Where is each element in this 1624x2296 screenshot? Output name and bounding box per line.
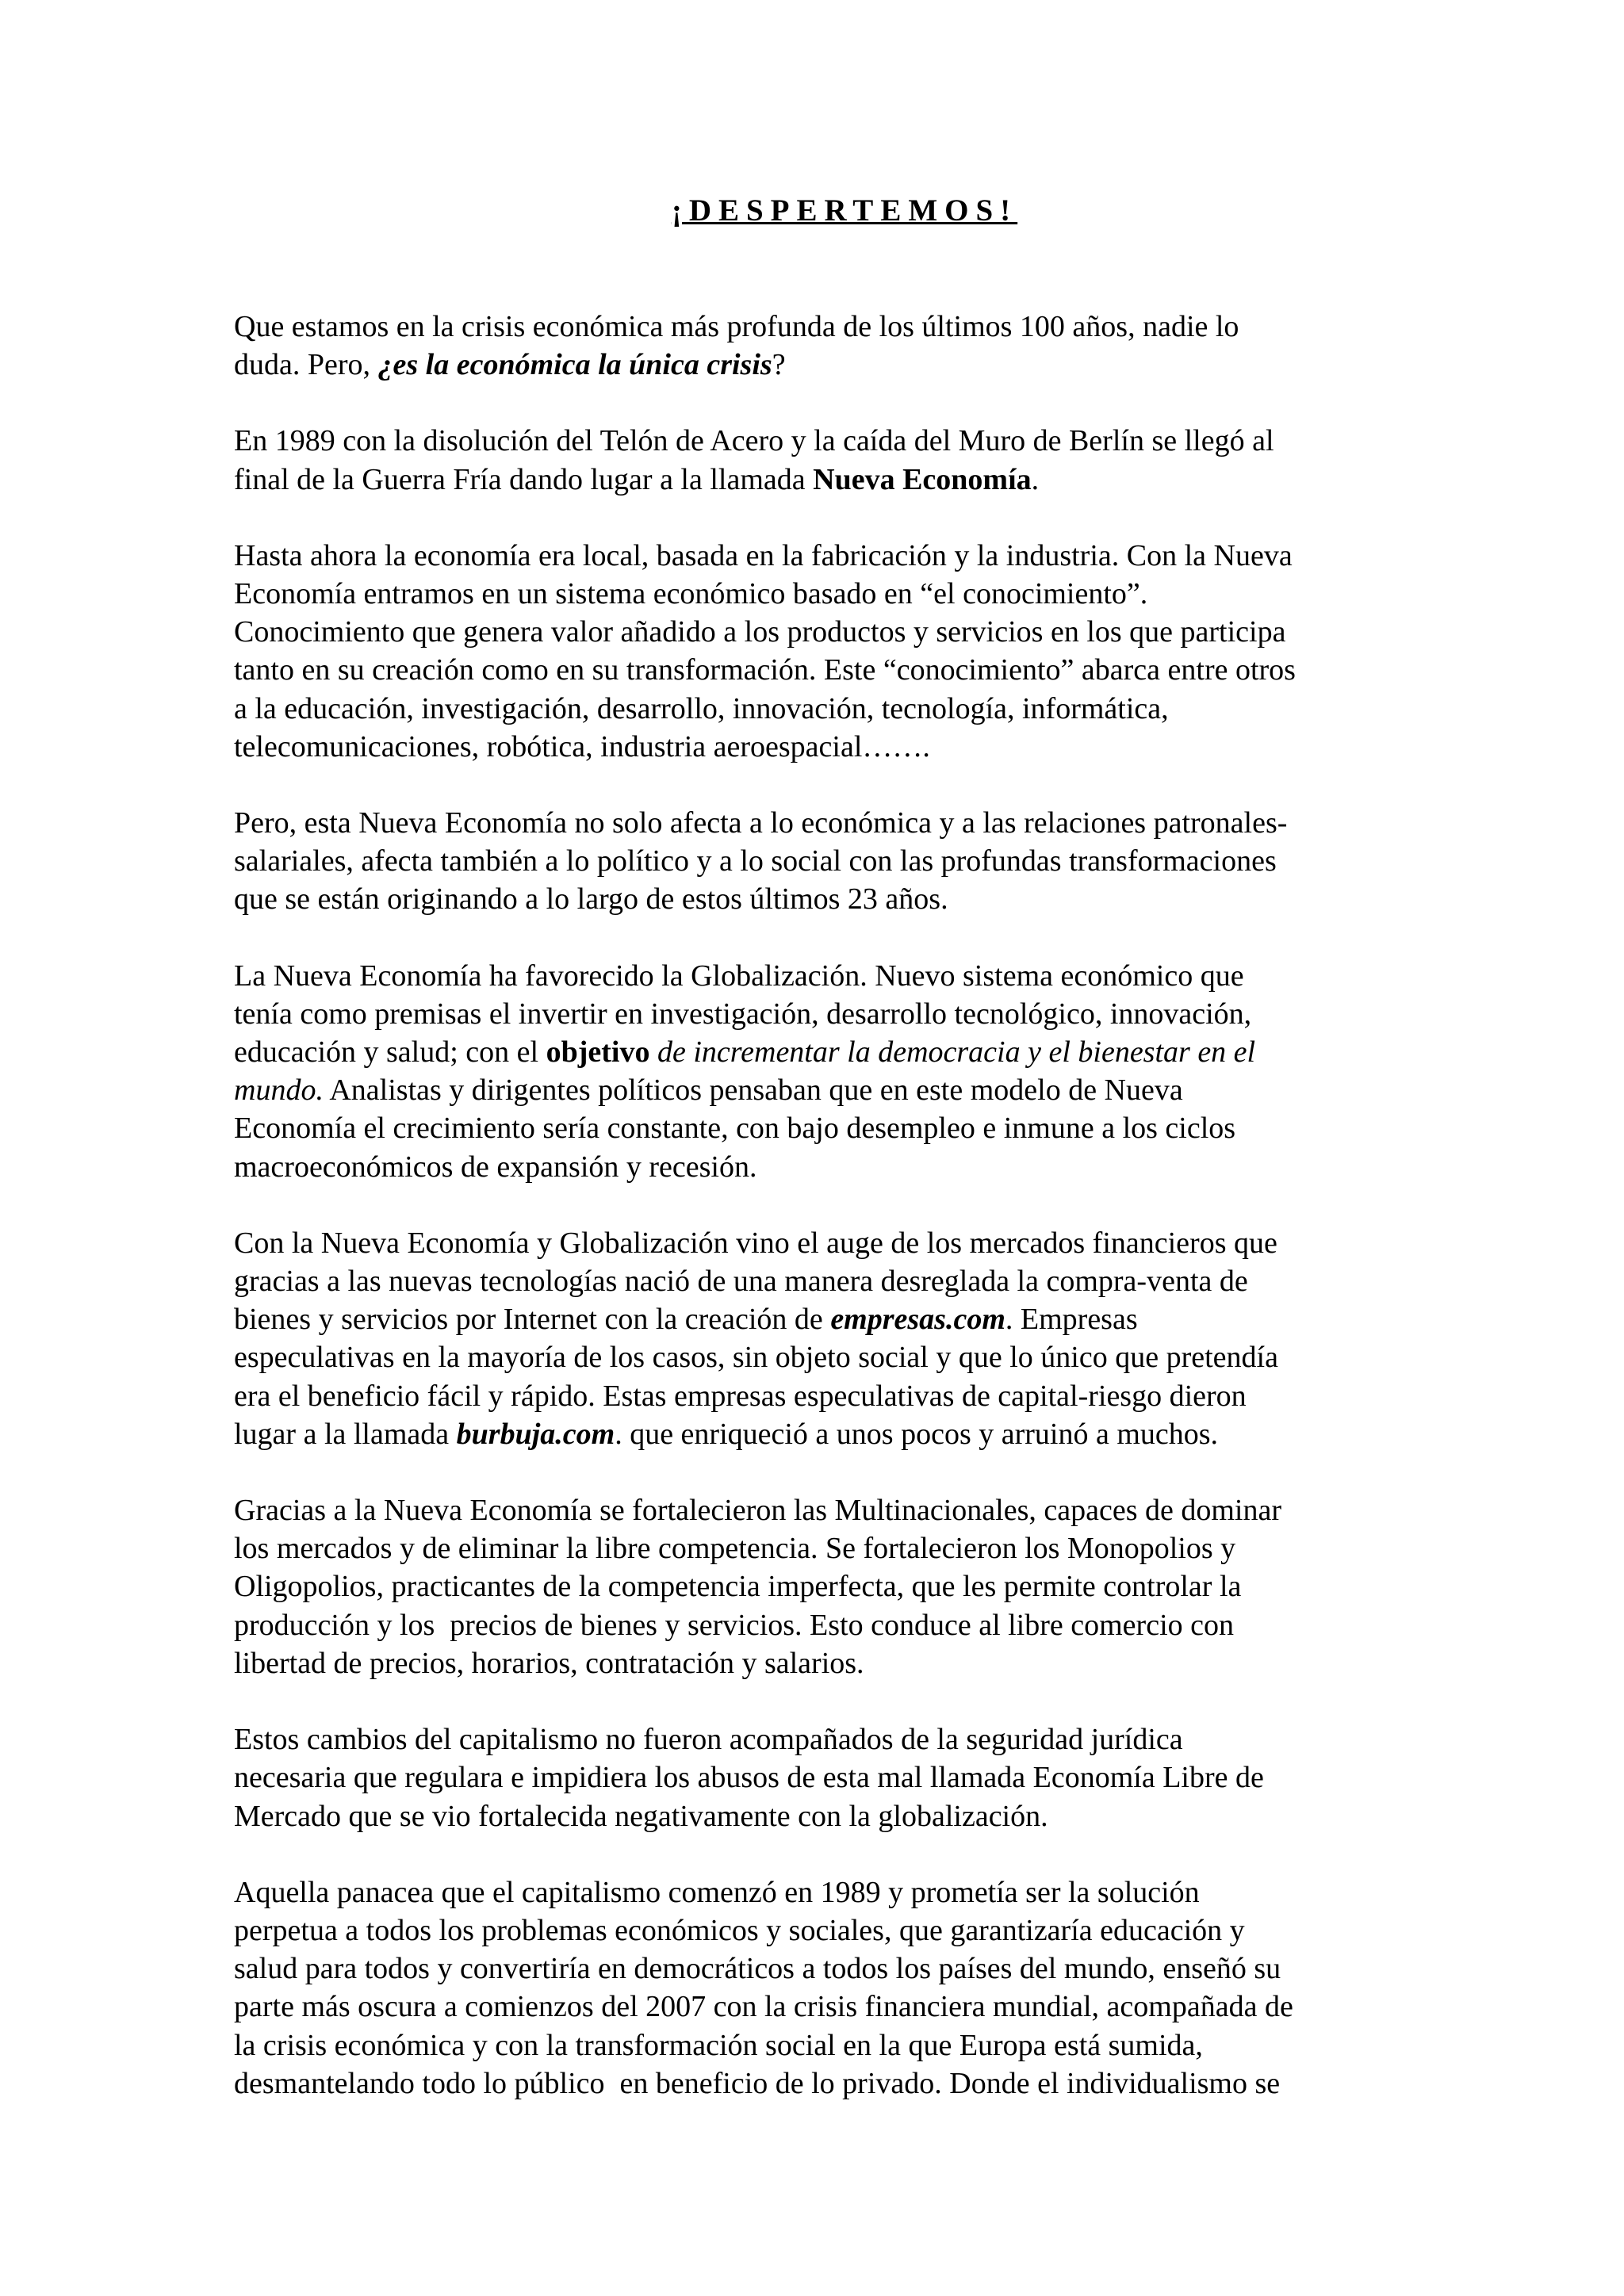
paragraph-8 bbox=[234, 1720, 1408, 1835]
paragraph-4 bbox=[234, 804, 1408, 919]
bold-term: objetivo bbox=[546, 1035, 650, 1070]
line: Mercado que se vio fortalecida negativamente con la globalización. bbox=[234, 1799, 1048, 1833]
text-run: . que enriqueció a unos pocos y arruinó a muchos. bbox=[615, 1417, 1219, 1451]
line: Hasta ahora la economía era local, basada en la fabricación y la industria. Con la Nueva bbox=[234, 538, 1293, 572]
text-run: educación y salud; con el bbox=[234, 1035, 546, 1070]
line: La Nueva Economía ha favorecido la Globalización. Nuevo sistema económico que bbox=[234, 959, 1244, 993]
line: macroeconómicos de expansión y recesión. bbox=[234, 1150, 757, 1184]
line bbox=[234, 1300, 1408, 1338]
text-run: bienes y servicios por Internet con la creación de bbox=[234, 1303, 831, 1337]
line: parte más oscura a comienzos del 2007 con la crisis financiera mundial, acompañada de bbox=[234, 1990, 1293, 2024]
line: gracias a las nuevas tecnologías nació de una manera desreglada la compra-venta de bbox=[234, 1265, 1248, 1299]
line: Estos cambios del capitalismo no fueron acompañados de la seguridad jurídica bbox=[234, 1723, 1183, 1757]
line: tenía como premisas el invertir en investigación, desarrollo tecnológico, innovación, bbox=[234, 997, 1252, 1031]
paragraph-2 bbox=[234, 422, 1408, 498]
text-run: Que estamos en la crisis económica más profunda de los últimos 100 años, nadie lo bbox=[234, 310, 1239, 343]
line: perpetua a todos los problemas económicos y sociales, que garantizaría educación y bbox=[234, 1913, 1245, 1947]
line: salud para todos y convertiría en democráticos a todos los países del mundo, enseñó su bbox=[234, 1952, 1281, 1986]
italic-run: mundo. bbox=[234, 1073, 324, 1108]
document-body bbox=[234, 308, 1408, 2103]
line: producción y los precios de bienes y servicios. Esto conduce al libre comercio con bbox=[234, 1608, 1234, 1642]
line: salariales, afecta también a lo político y a lo social con las profundas transformaciones bbox=[234, 844, 1277, 878]
line: los mercados y de eliminar la libre competencia. Se fortalecieron los Monopolios y bbox=[234, 1532, 1236, 1566]
bold-italic-term: burbuja.com bbox=[456, 1417, 615, 1451]
paragraph-6 bbox=[234, 1224, 1408, 1453]
paragraph-9 bbox=[234, 1873, 1408, 2103]
italic-run: de incrementar la democracia y el bienestar en el bbox=[649, 1035, 1256, 1070]
line bbox=[234, 422, 1408, 460]
paragraph-1 bbox=[234, 308, 1408, 384]
paragraph-5 bbox=[234, 957, 1408, 1186]
text-run: lugar a la llamada bbox=[234, 1417, 457, 1451]
line: Gracias a la Nueva Economía se fortalecieron las Multinacionales, capaces de dominar bbox=[234, 1494, 1281, 1528]
emphasis-question: ¿es la económica la única crisis bbox=[377, 348, 772, 382]
document-title: ¡DESPERTEMOS! bbox=[671, 193, 1018, 228]
line bbox=[234, 461, 1408, 499]
line: que se están originando a lo largo de estos últimos 23 años. bbox=[234, 882, 948, 916]
line: libertad de precios, horarios, contratación y salarios. bbox=[234, 1646, 864, 1680]
line: era el beneficio fácil y rápido. Estas empresas especulativas de capital-riesgo dieron bbox=[234, 1379, 1247, 1413]
line: Pero, esta Nueva Economía no solo afecta a lo económica y a las relaciones patronales- bbox=[234, 806, 1288, 840]
text-run: duda. Pero, bbox=[234, 348, 378, 382]
line: Conocimiento que genera valor añadido a los productos y servicios en los que participa bbox=[234, 615, 1286, 649]
line: Economía entramos en un sistema económico basado en “el conocimiento”. bbox=[234, 577, 1148, 611]
line bbox=[234, 308, 1408, 346]
line: especulativas en la mayoría de los casos, sin objeto social y que lo único que pretendía bbox=[234, 1341, 1278, 1375]
line bbox=[234, 1071, 1408, 1109]
line: Oligopolios, practicantes de la competencia imperfecta, que les permite controlar la bbox=[234, 1570, 1242, 1604]
line bbox=[234, 1415, 1408, 1453]
text-run: ? bbox=[772, 348, 786, 382]
text-run: En 1989 con la disolución del Telón de Acero y la caída del Muro de Berlín se llegó al bbox=[234, 424, 1274, 458]
line: Con la Nueva Economía y Globalización vino el auge de los mercados financieros que bbox=[234, 1226, 1277, 1260]
text-run: . Empresas bbox=[1005, 1303, 1138, 1337]
bold-term: Nueva Economía bbox=[813, 462, 1032, 496]
line: telecomunicaciones, robótica, industria aeroespacial……. bbox=[234, 729, 930, 763]
paragraph-3 bbox=[234, 537, 1408, 766]
paragraph-7 bbox=[234, 1491, 1408, 1682]
line bbox=[234, 1033, 1408, 1071]
line: tanto en su creación como en su transformación. Este “conocimiento” abarca entre otros bbox=[234, 653, 1296, 687]
bold-italic-term: empresas.com bbox=[830, 1303, 1005, 1337]
line bbox=[234, 346, 1408, 384]
line: la crisis económica y con la transformación social en la que Europa está sumida, bbox=[234, 2028, 1203, 2062]
text-run: . bbox=[1031, 462, 1040, 496]
line: Economía el crecimiento sería constante, con bajo desempleo e inmune a los ciclos bbox=[234, 1112, 1236, 1146]
line: desmantelando todo lo público en beneficio de lo privado. Donde el individualismo se bbox=[234, 2066, 1281, 2100]
text-run: final de la Guerra Fría dando lugar a la llamada bbox=[234, 462, 814, 496]
line: necesaria que regulara e impidiera los abusos de esta mal llamada Economía Libre de bbox=[234, 1761, 1264, 1795]
text-run: Analistas y dirigentes políticos pensaban que en este modelo de Nueva bbox=[323, 1073, 1183, 1108]
line: a la educación, investigación, desarrollo, innovación, tecnología, informática, bbox=[234, 691, 1169, 725]
line: Aquella panacea que el capitalismo comenzó en 1989 y prometía ser la solución bbox=[234, 1875, 1200, 1909]
